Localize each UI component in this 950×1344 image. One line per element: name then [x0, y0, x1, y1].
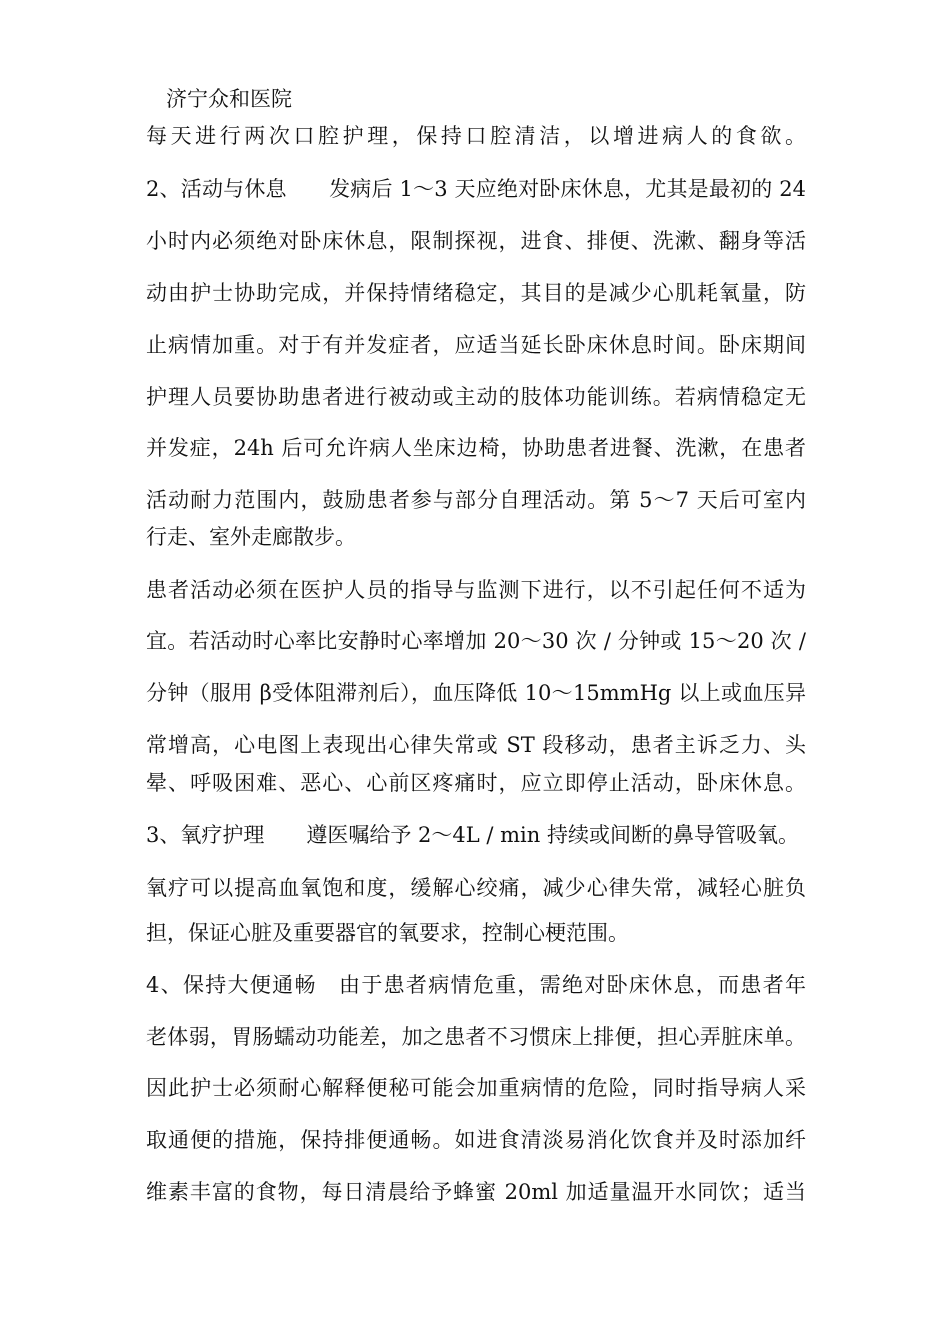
text-line: 2、活动与休息 发病后 1～3 天应绝对卧床休息，尤其是最初的 24: [146, 177, 806, 201]
text-line: 因此护士必须耐心解释便秘可能会加重病情的危险，同时指导病人采: [146, 1076, 806, 1100]
text-line: 患者活动必须在医护人员的指导与监测下进行，以不引起任何不适为: [146, 578, 806, 602]
text-line: 老体弱，胃肠蠕动功能差，加之患者不习惯床上排便，担心弄脏床单。: [146, 1025, 806, 1049]
text-line: 4、保持大便通畅 由于患者病情危重，需绝对卧床休息，而患者年: [146, 973, 806, 997]
text-line: 并发症，24h 后可允许病人坐床边椅，协助患者进餐、洗漱，在患者: [146, 436, 806, 460]
text-line: 行走、室外走廊散步。: [146, 525, 356, 549]
text-line: 晕、呼吸困难、恶心、心前区疼痛时，应立即停止活动，卧床休息。: [146, 771, 806, 795]
text-line: 护理人员要协助患者进行被动或主动的肢体功能训练。若病情稳定无: [146, 385, 806, 409]
text-line: 分钟（服用 β受体阻滞剂后），血压降低 10～15mmHg 以上或血压异: [146, 681, 806, 705]
text-line: 维素丰富的食物，每日清晨给予蜂蜜 20ml 加适量温开水同饮；适当: [146, 1180, 806, 1204]
text-line: 3、氧疗护理 遵医嘱给予 2～4L / min 持续或间断的鼻导管吸氧。: [146, 823, 799, 847]
text-line: 止病情加重。对于有并发症者，应适当延长卧床休息时间。卧床期间: [146, 333, 806, 357]
text-line: 动由护士协助完成，并保持情绪稳定，其目的是减少心肌耗氧量，防: [146, 281, 806, 305]
text-line: 每天进行两次口腔护理，保持口腔清洁，以增进病人的食欲。: [146, 124, 806, 148]
text-line: 常增高，心电图上表现出心律失常或 ST 段移动，患者主诉乏力、头: [146, 733, 806, 757]
text-line: 担，保证心脏及重要器官的氧要求，控制心梗范围。: [146, 921, 629, 945]
text-line: 活动耐力范围内，鼓励患者参与部分自理活动。第 5～7 天后可室内: [146, 488, 806, 512]
text-line: 小时内必须绝对卧床休息，限制探视，进食、排便、洗漱、翻身等活: [146, 229, 806, 253]
text-line: 宜。若活动时心率比安静时心率增加 20～30 次 / 分钟或 15～20 次 /: [146, 629, 806, 653]
text-line: 取通便的措施，保持排便通畅。如进食清淡易消化饮食并及时添加纤: [146, 1128, 806, 1152]
hospital-name-header: 济宁众和医院: [166, 87, 292, 111]
text-line: 氧疗可以提高血氧饱和度，缓解心绞痛，减少心律失常，减轻心脏负: [146, 876, 806, 900]
